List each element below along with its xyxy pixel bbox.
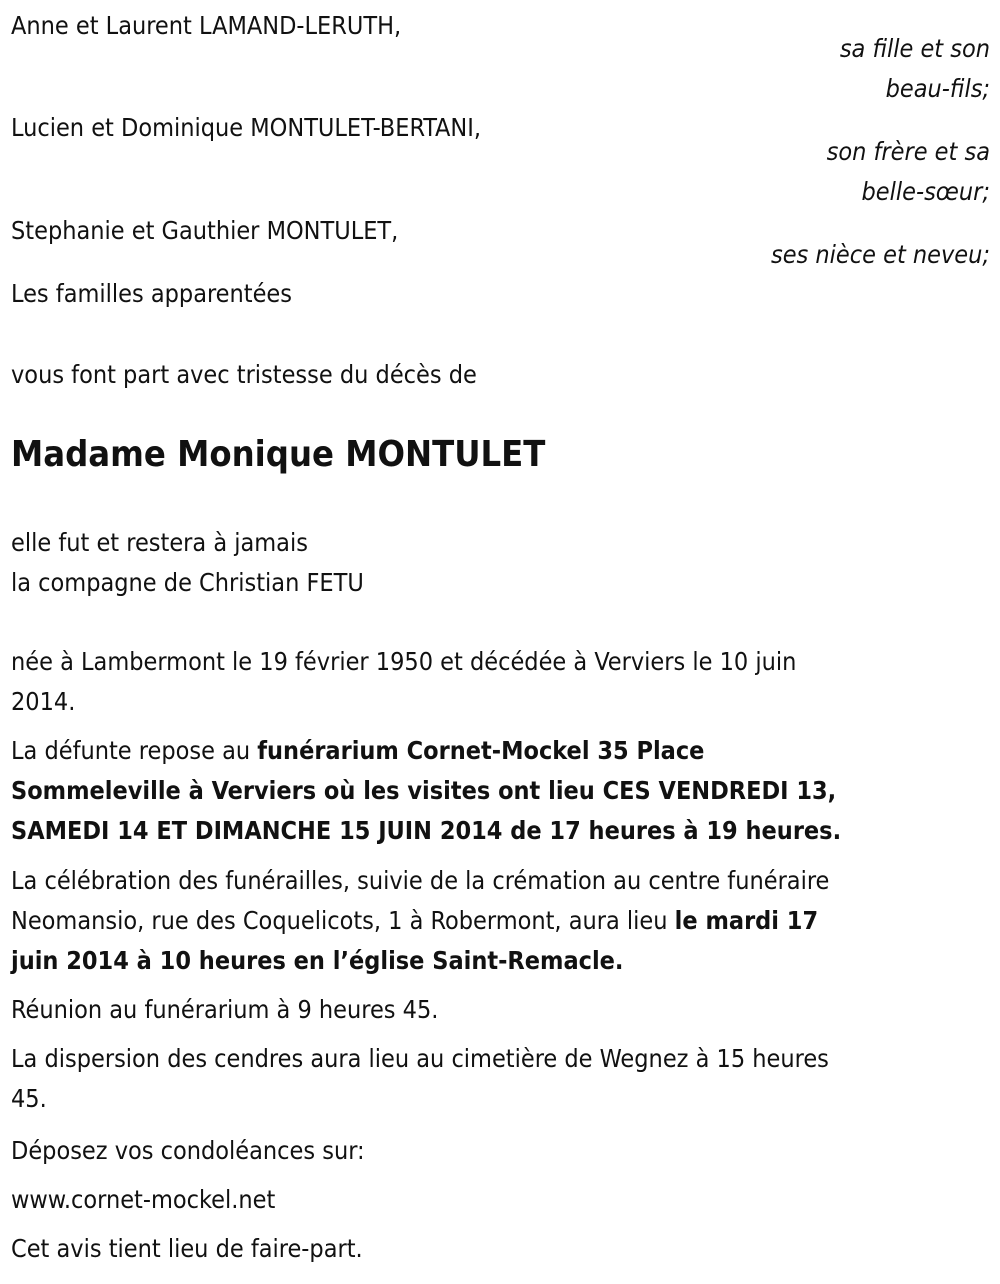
ceremony-line-2 <box>11 901 818 941</box>
tribute-line-1: elle fut et restera à jamais <box>11 528 308 557</box>
repose-visit-dates: SAMEDI 14 ET DIMANCHE 15 JUIN 2014 de 17 heures à 19 heures. <box>11 816 842 845</box>
condolences-label: Déposez vos condoléances sur: <box>11 1136 365 1165</box>
birth-death-line-2: 2014. <box>11 687 76 716</box>
ceremony-line-1: La célébration des funérailles, suivie de la crémation au centre funéraire <box>11 866 830 895</box>
announcement-text: vous font part avec tristesse du décès de <box>11 360 477 389</box>
family-relation-2a: son frère et sa <box>826 137 990 166</box>
ceremony-date-end: juin 2014 à 10 heures en l’église Saint-Remacle. <box>11 946 624 975</box>
repose-line-3 <box>11 811 841 851</box>
family-names-2: Lucien et Dominique MONTULET-BERTANI, <box>11 113 482 142</box>
condolences-link[interactable]: www.cornet-mockel.net <box>11 1185 276 1214</box>
repose-visits: Sommeleville à Verviers où les visites ont lieu CES VENDREDI 13, <box>11 776 837 805</box>
family-relation-1a: sa fille et son <box>839 34 990 63</box>
repose-intro: La défunte repose au <box>11 736 258 765</box>
family-relation-1b: beau-fils; <box>885 74 990 103</box>
dispersion-line-1: La dispersion des cendres aura lieu au cimetière de Wegnez à 15 heures <box>11 1044 829 1073</box>
repose-line-1 <box>11 731 704 771</box>
repose-location: funérarium Cornet-Mockel 35 Place <box>257 736 705 765</box>
ceremony-location: Neomansio, rue des Coquelicots, 1 à Robermont, aura lieu <box>11 906 675 935</box>
repose-line-2 <box>11 771 836 811</box>
deceased-name: Madame Monique MONTULET <box>11 434 546 475</box>
family-relation-3a: ses nièce et neveu; <box>770 240 990 269</box>
family-names-3: Stephanie et Gauthier MONTULET, <box>11 216 399 245</box>
birth-death-line-1: née à Lambermont le 19 février 1950 et décédée à Verviers le 10 juin <box>11 647 797 676</box>
meeting-text: Réunion au funérarium à 9 heures 45. <box>11 995 439 1024</box>
closing-text: Cet avis tient lieu de faire-part. <box>11 1234 363 1263</box>
family-names-1: Anne et Laurent LAMAND-LERUTH, <box>11 11 402 40</box>
ceremony-line-3 <box>11 941 623 981</box>
dispersion-line-2: 45. <box>11 1084 47 1113</box>
family-relation-2b: belle-sœur; <box>861 177 990 206</box>
tribute-line-2: la compagne de Christian FETU <box>11 568 364 597</box>
condolences-link-wrap <box>11 1180 275 1220</box>
related-families: Les familles apparentées <box>11 279 292 308</box>
ceremony-date-start: le mardi 17 <box>674 906 819 935</box>
